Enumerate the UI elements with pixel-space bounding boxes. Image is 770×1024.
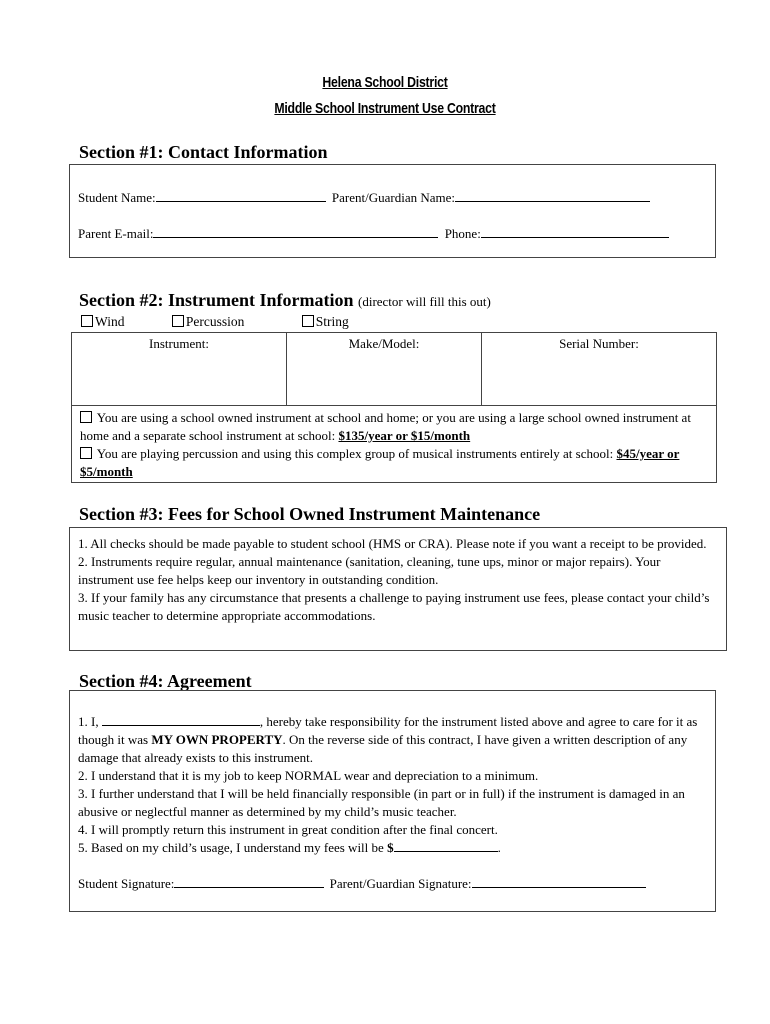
percussion-checkbox[interactable] [172, 315, 184, 327]
serial-number-column-label: Serial Number: [559, 336, 639, 351]
contact-info-box [69, 164, 716, 258]
student-name-row [78, 189, 650, 206]
string-label: String [315, 314, 349, 329]
fee-option-1-text: You are using a school owned instrument at school and home; or you are using a large school owned instrument at home and a separate school instrument at school: [80, 410, 691, 443]
agreement-item-5 [78, 839, 707, 857]
phone-label: Phone: [444, 226, 481, 241]
agreement-item-2: 2. I understand that it is my job to keep NORMAL wear and depreciation to a minimum. [78, 768, 539, 783]
fee-option-1 [80, 409, 716, 445]
fee-option-2-amount: $45/year or $5/month [80, 446, 680, 479]
student-signature-label: Student Signature: [78, 876, 175, 891]
agreement-item-1-prefix: 1. I, [78, 714, 99, 729]
signature-row [78, 875, 707, 892]
make-model-cell[interactable] [287, 333, 482, 406]
student-signature-field[interactable] [174, 875, 324, 888]
instrument-column-label: Instrument: [149, 336, 209, 351]
parent-email-label: Parent E-mail: [78, 226, 154, 241]
table-row [72, 333, 716, 406]
instrument-info-box [71, 332, 717, 483]
section2-heading [79, 290, 491, 311]
string-option[interactable] [302, 314, 349, 329]
make-model-column-label: Make/Model: [348, 336, 420, 351]
student-name-field[interactable] [156, 189, 326, 202]
section1-heading: Section #1: Contact Information [79, 142, 328, 162]
percussion-label: Percussion [185, 314, 245, 329]
contract-title: Middle School Instrument Use Contract [274, 100, 496, 117]
fee-dollar-sign: $ [387, 840, 394, 855]
section2-note: (director will fill this out) [358, 294, 491, 309]
section3-heading: Section #3: Fees for School Owned Instrument Maintenance [79, 504, 541, 524]
wind-label: Wind [95, 314, 125, 329]
fees-box [69, 527, 727, 651]
parent-email-field[interactable] [153, 225, 438, 238]
parent-name-field[interactable] [455, 189, 650, 202]
fee-option-1-checkbox[interactable] [80, 411, 92, 423]
parent-name-label: Parent/Guardian Name: [331, 190, 455, 205]
section2-title: Section #2: Instrument Information [79, 290, 354, 310]
parent-signature-label: Parent/Guardian Signature: [329, 876, 472, 891]
agreement-item-3: 3. I further understand that I will be held financially responsible (in part or in full) if the instrument is damaged in an abusive or neglectful manner as determined by my child’s music teacher. [78, 786, 685, 819]
agreement-item-5-end: . [497, 840, 501, 855]
student-name-label: Student Name: [78, 190, 156, 205]
agreement-item-5-text: 5. Based on my child’s usage, I understand my fees will be [78, 840, 384, 855]
instrument-cell[interactable] [72, 333, 287, 406]
fee-item-1: 1. All checks should be made payable to student school (HMS or CRA). Please note if you want a receipt to be provided. [78, 536, 707, 551]
wind-option[interactable] [81, 314, 124, 329]
fee-option-2-checkbox[interactable] [80, 447, 92, 459]
instrument-table [72, 333, 716, 406]
fee-amount-field[interactable] [394, 839, 498, 852]
agreement-item-1-suffix: . On the reverse side of this contract, I have given a written description of any damage that already exists to this instrument. [78, 732, 688, 765]
district-title: Helena School District [322, 74, 448, 91]
phone-field[interactable] [481, 225, 669, 238]
instrument-type-options [81, 314, 349, 330]
serial-number-cell[interactable] [482, 333, 717, 406]
fee-option-2-text: You are playing percussion and using this complex group of musical instruments entirely at school: [96, 446, 614, 461]
string-checkbox[interactable] [302, 315, 314, 327]
agreement-item-1-text: , hereby take responsibility for the instrument listed above and agree to care for it as though it was [78, 714, 698, 747]
fee-item-3: 3. If your family has any circumstance that presents a challenge to paying instrument use fees, please contact your child’s music teacher to determine appropriate accommodations. [78, 590, 710, 623]
email-row [78, 225, 669, 242]
agreement-box [69, 690, 716, 912]
fee-options [80, 409, 716, 481]
fee-item-2: 2. Instruments require regular, annual maintenance (sanitation, cleaning, tune ups, minor or major repairs). Your instrument use fee helps keep our inventory in outstanding condition. [78, 554, 661, 587]
fee-option-1-amount: $135/year or $15/month [338, 428, 471, 443]
section4-heading: Section #4: Agreement [79, 671, 252, 691]
percussion-option[interactable] [172, 314, 245, 329]
name-blank-field[interactable] [102, 713, 260, 726]
wind-checkbox[interactable] [81, 315, 93, 327]
fee-option-2 [80, 445, 716, 481]
own-property-emphasis: MY OWN PROPERTY [151, 732, 283, 747]
agreement-item-4: 4. I will promptly return this instrument in great condition after the final concert. [78, 822, 498, 837]
agreement-item-1 [78, 713, 707, 767]
parent-signature-field[interactable] [472, 875, 646, 888]
